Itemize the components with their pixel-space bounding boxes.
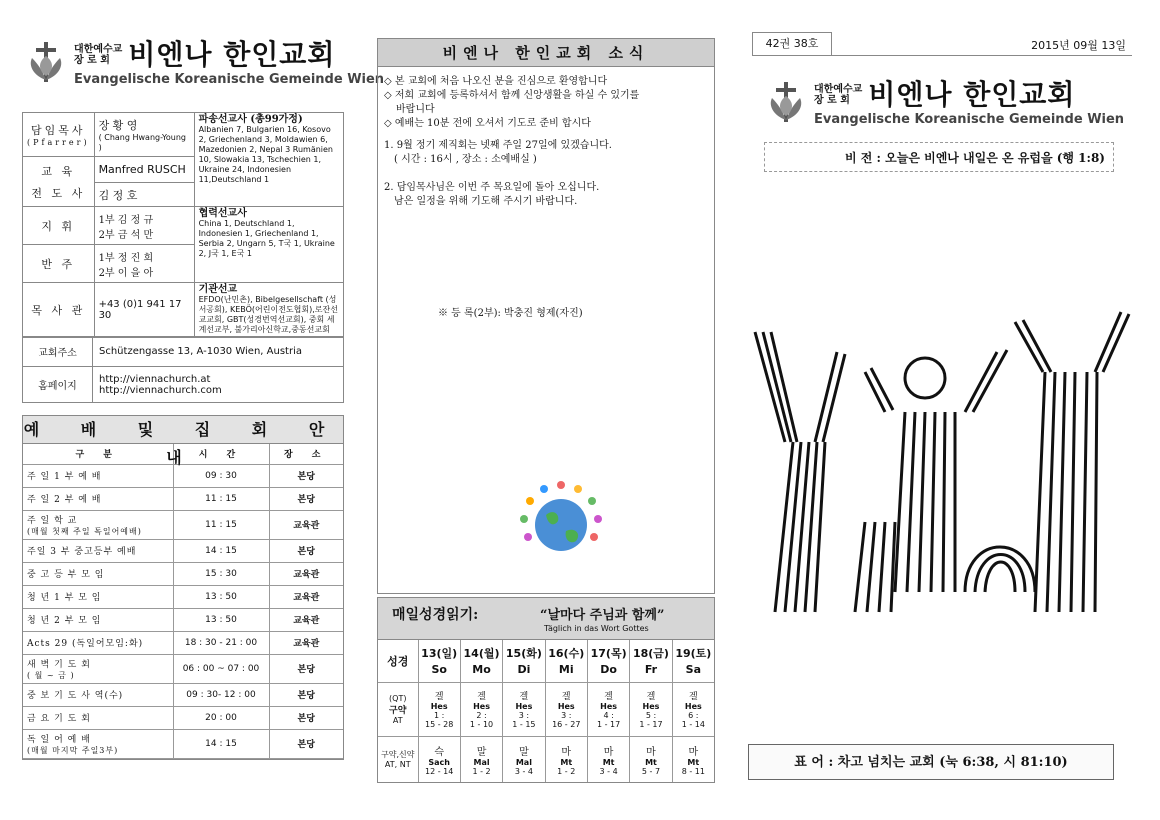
schedule-event-name: Acts 29 (독일어모임:화) <box>27 639 144 649</box>
news-line: ◇ 본 교회에 처음 나오신 분을 진심으로 환영합니다 <box>384 76 608 87</box>
schedule-time: 06 : 00 ~ 07 : 00 <box>173 654 269 683</box>
ot-verses: 1 - 17 <box>596 720 621 729</box>
label-qt: (QT) <box>389 693 407 703</box>
schedule-event-name: 독 일 어 예 배 <box>27 734 91 745</box>
news-line: ◇ 예배는 10분 전에 오셔서 기도로 준비 합시다 <box>384 118 591 129</box>
schedule-row <box>23 631 343 654</box>
nt-book: Sach <box>428 757 450 767</box>
schedule-event-name: 청 년 1 부 모 임 <box>27 593 102 603</box>
motto-statement: 표 어 : 차고 넘치는 교회 (눅 6:38, 시 81:10) <box>748 744 1114 780</box>
schedule-header: 장 소 <box>269 444 343 464</box>
nt-book-ko: 마 <box>646 746 656 758</box>
reading-slogan: “날마다 주님과 함께” <box>540 608 665 623</box>
ot-book: Hes <box>557 702 575 711</box>
schedule-event-name: 금 요 기 도 회 <box>27 714 91 724</box>
web-link-1[interactable]: http://viennachurch.at <box>99 373 211 385</box>
elder-role: 지 휘 <box>23 207 95 245</box>
nt-verses: 3 - 4 <box>599 766 618 776</box>
ot-chapter: 3 : <box>561 711 572 720</box>
pastor-role-de: (Pfarrer) <box>27 137 90 147</box>
issue-bar <box>752 32 1132 56</box>
reading-day-de: Di <box>517 663 531 677</box>
schedule-row <box>23 729 343 758</box>
ot-verses: 1 - 10 <box>469 720 494 729</box>
news-item: 2. 담임목사님은 이번 주 목요일에 돌아 오십니다. <box>384 182 600 193</box>
schedule-time: 18 : 30 - 21 : 00 <box>173 631 269 654</box>
evangelist-role: 전 도 사 <box>31 186 86 200</box>
reading-day: 13(일) <box>421 647 458 661</box>
news-item-detail: 남은 일정을 위해 기도해 주시기 바랍니다. <box>394 196 578 207</box>
reading-day: 18(금) <box>632 647 669 661</box>
missionary-title: 파송선교사 (총99가정) <box>198 114 303 125</box>
schedule-place: 본당 <box>269 729 343 758</box>
schedule-time: 09 : 30- 12 : 00 <box>173 683 269 706</box>
schedule-place: 본당 <box>269 539 343 562</box>
schedule-time: 11 : 15 <box>173 487 269 510</box>
schedule-row <box>23 585 343 608</box>
elder-1: 1부 김 정 규 <box>98 214 154 226</box>
denomination-line2: 장 로 회 <box>814 95 850 106</box>
nt-verses: 5 - 7 <box>641 766 661 776</box>
issue-date: 2015년 09월 13일 <box>1031 39 1126 52</box>
church-logo-left <box>24 40 384 87</box>
web-label: 홈페이지 <box>23 367 93 403</box>
reading-day-de: Fr <box>644 663 658 677</box>
church-name: 비엔나 한인교회 <box>128 38 336 71</box>
lotus-cross-icon <box>764 80 808 124</box>
schedule-event-name: 새 벽 기 도 회 <box>27 659 91 670</box>
worship-schedule <box>22 415 344 760</box>
reading-slogan-de: Täglich in das Wort Gottes <box>544 624 649 633</box>
denomination-line1: 대한예수교 <box>814 84 863 95</box>
coop-title: 협력선교사 <box>198 208 247 219</box>
schedule-time: 13 : 50 <box>173 608 269 631</box>
ot-book: Hes <box>642 702 660 711</box>
ot-verses: 15 - 28 <box>425 720 454 729</box>
reading-day: 19(토) <box>675 647 712 661</box>
news-item: 1. 9월 정기 제직회는 넷째 주일 27일에 있겠습니다. <box>384 140 612 151</box>
schedule-place: 교육관 <box>269 631 343 654</box>
schedule-event-name: 주일 3 부 중고등부 예배 <box>27 547 137 557</box>
nt-verses: 1 - 2 <box>472 766 491 776</box>
schedule-event-name: 주 일 학 교 <box>27 515 78 526</box>
ot-chapter: 6 : <box>688 711 699 720</box>
nt-verses: 12 - 14 <box>425 766 454 776</box>
church-name-de: Evangelische Koreanische Gemeinde Wien <box>814 112 1125 127</box>
schedule-event-name: 주 일 2 부 예 배 <box>27 495 102 505</box>
schedule-place: 교육관 <box>269 510 343 539</box>
reading-day-de: Sa <box>685 663 701 677</box>
ot-book-ko: 겔 <box>434 692 444 702</box>
ot-book-ko: 겔 <box>646 692 656 702</box>
label-nt-ko: 구약,신약 <box>381 750 415 760</box>
schedule-place: 교육관 <box>269 608 343 631</box>
schedule-place: 본당 <box>269 706 343 729</box>
schedule-event-name: 청 년 2 부 모 임 <box>27 616 102 626</box>
schedule-header: 시 간 <box>173 444 269 464</box>
ot-book: Hes <box>515 702 533 711</box>
accomp-role: 반 주 <box>23 245 95 283</box>
nt-book: Mal <box>473 757 490 767</box>
schedule-title: 예 배 및 집 회 안 내 <box>23 416 343 444</box>
nt-book: Mt <box>560 757 573 767</box>
schedule-place: 본당 <box>269 654 343 683</box>
coop-text: China 1, Deutschland 1, Indonesien 1, Griechenland 1, Serbia 2, Ungarn 5, T국 1, Ukraine 2, J국 1, E국 1 <box>198 219 335 258</box>
pastor-role: 담임목사 <box>31 123 86 137</box>
issue-number: 42권 38호 <box>752 32 832 56</box>
daily-bible-reading <box>377 597 715 783</box>
schedule-event-note: ( 월 ~ 금 ) <box>27 670 75 680</box>
ot-chapter: 5 : <box>645 711 657 720</box>
schedule-event-name: 중 고 등 부 모 임 <box>27 570 105 580</box>
schedule-row <box>23 487 343 510</box>
ot-book-ko: 겔 <box>561 692 571 702</box>
ot-chapter: 3 : <box>518 711 530 720</box>
reading-day: 16(수) <box>548 647 585 661</box>
globe-children-icon <box>516 475 606 565</box>
ot-verses: 1 - 17 <box>639 720 663 729</box>
nt-verses: 3 - 4 <box>514 766 533 776</box>
ot-book-ko: 겔 <box>604 692 613 702</box>
label-ot: AT <box>392 715 403 725</box>
reading-day: 15(화) <box>505 647 542 661</box>
schedule-place: 교육관 <box>269 562 343 585</box>
ot-book: Hes <box>430 702 448 711</box>
news-title: 비엔나 한인교회 소식 <box>378 39 714 67</box>
reading-day: 17(목) <box>590 647 627 661</box>
accomp-1: 1부 정 진 희 <box>98 252 154 264</box>
reading-day-de: So <box>431 663 447 677</box>
schedule-header: 구 분 <box>23 444 173 464</box>
schedule-time: 14 : 15 <box>173 729 269 758</box>
accomp-2: 2부 이 을 아 <box>98 267 154 279</box>
staff-table <box>22 112 344 338</box>
news-line: 바랍니다 <box>396 104 435 115</box>
reading-day-de: Mo <box>472 663 491 677</box>
schedule-row <box>23 562 343 585</box>
vision-statement: 비 전 : 오늘은 비엔나 내일은 온 유럽을 (행 1:8) <box>764 142 1114 172</box>
nt-book: Mal <box>515 757 532 767</box>
nt-book: Mt <box>687 757 700 767</box>
schedule-time: 20 : 00 <box>173 706 269 729</box>
nt-book-ko: 마 <box>688 746 699 758</box>
church-name: 비엔나 한인교회 <box>868 78 1076 111</box>
nt-verses: 8 - 11 <box>681 766 705 776</box>
pastor-name-en: ( Chang Hwang-Young ) <box>98 132 186 152</box>
news-line: ◇ 저희 교회에 등록하셔서 함께 신앙생활을 하실 수 있기를 <box>384 90 640 101</box>
label-nt: AT, NT <box>384 760 411 770</box>
nt-book-ko: 마 <box>603 746 614 758</box>
ot-book: Hes <box>600 702 618 711</box>
label-ot-ko: 구약 <box>389 705 407 716</box>
schedule-time: 15 : 30 <box>173 562 269 585</box>
addr-value: Schützengasse 13, A-1030 Wien, Austria <box>93 337 344 367</box>
pastor-name: 장 황 영 <box>98 118 138 132</box>
web-link-2[interactable]: http://viennachurch.com <box>99 384 222 396</box>
ot-book-ko: 겔 <box>688 692 698 702</box>
label-bible: 성경 <box>378 640 418 682</box>
address-table <box>22 336 344 403</box>
schedule-row <box>23 706 343 729</box>
schedule-place: 본당 <box>269 464 343 487</box>
reading-day-de: Do <box>600 663 617 677</box>
ot-verses: 1 - 15 <box>512 720 536 729</box>
registration-note: ※ 등 록(2부): 박충진 형제(자진) <box>438 308 583 319</box>
teacher-name: Manfred RUSCH <box>94 157 194 183</box>
ot-chapter: 2 : <box>476 711 487 720</box>
ot-book-ko: 겔 <box>519 692 529 702</box>
nt-book: Mt <box>602 757 615 767</box>
ot-book: Hes <box>684 702 702 711</box>
office-role: 목 사 관 <box>23 283 95 338</box>
nt-book: Mt <box>645 757 657 767</box>
church-name-de: Evangelische Koreanische Gemeinde Wien <box>74 72 385 87</box>
nt-book-ko: 말 <box>476 746 487 758</box>
worship-figures-illustration <box>745 292 1133 614</box>
org-text: EFDO(난민촌), Bibelgesellschaft (성서공회), KEBÖ(어린이전도협회),로잔선교교회, GBT(성경번역선교회), 중회 세계선교부, 불가리아신학교,중동선교회 <box>198 295 338 334</box>
schedule-event-name: 중 보 기 도 사 역(수) <box>27 691 124 701</box>
schedule-time: 13 : 50 <box>173 585 269 608</box>
reading-day-de: Mi <box>558 663 574 677</box>
church-logo-right <box>764 80 1124 127</box>
nt-book-ko: 슥 <box>434 746 445 758</box>
schedule-row <box>23 539 343 562</box>
office-phone: +43 (0)1 941 17 30 <box>94 283 194 338</box>
teacher-role: 교 육 <box>41 164 76 178</box>
missionary-text: Albanien 7, Bulgarien 16, Kosovo 2, Griechenland 3, Moldawien 6, Mazedonien 2, Nepal 3 Rumänien 10, Slowakia 13, Tschechien 1, Ukraine 24, Indonesien 11,Deutschland 1 <box>198 125 333 184</box>
schedule-place: 본당 <box>269 683 343 706</box>
ot-book: Hes <box>473 702 490 711</box>
ot-book-ko: 겔 <box>477 692 486 702</box>
schedule-event-note: (매월 마지막 주일3부) <box>27 745 119 755</box>
org-title: 기관선교 <box>198 284 238 295</box>
schedule-row <box>23 683 343 706</box>
ot-verses: 1 - 14 <box>681 720 705 729</box>
reading-title: 매일성경읽기: <box>392 607 479 623</box>
reading-day: 14(월) <box>463 647 500 661</box>
schedule-row <box>23 510 343 539</box>
schedule-event-note: (매월 첫째 주일 독일어예배) <box>27 526 142 536</box>
denomination-line2: 장 로 회 <box>74 55 110 66</box>
news-item-detail: ( 시간 : 16시 , 장소 : 소예배실 ) <box>394 154 537 165</box>
nt-book-ko: 마 <box>561 746 572 758</box>
nt-verses: 1 - 2 <box>557 766 576 776</box>
lotus-cross-icon <box>24 40 68 84</box>
ot-verses: 16 - 27 <box>552 720 581 729</box>
schedule-time: 11 : 15 <box>173 510 269 539</box>
denomination-line1: 대한예수교 <box>74 44 123 55</box>
schedule-place: 본당 <box>269 487 343 510</box>
schedule-row <box>23 608 343 631</box>
nt-book-ko: 말 <box>519 746 529 758</box>
ot-chapter: 1 : <box>434 711 445 720</box>
schedule-row <box>23 654 343 683</box>
schedule-place: 교육관 <box>269 585 343 608</box>
schedule-time: 14 : 15 <box>173 539 269 562</box>
schedule-time: 09 : 30 <box>173 464 269 487</box>
ot-chapter: 4 : <box>603 711 614 720</box>
elder-2: 2부 금 석 만 <box>98 229 154 241</box>
schedule-event-name: 주 일 1 부 예 배 <box>27 472 102 482</box>
church-news-box <box>377 38 715 594</box>
addr-label: 교회주소 <box>23 337 93 367</box>
evangelist-name: 김 정 호 <box>94 183 194 207</box>
